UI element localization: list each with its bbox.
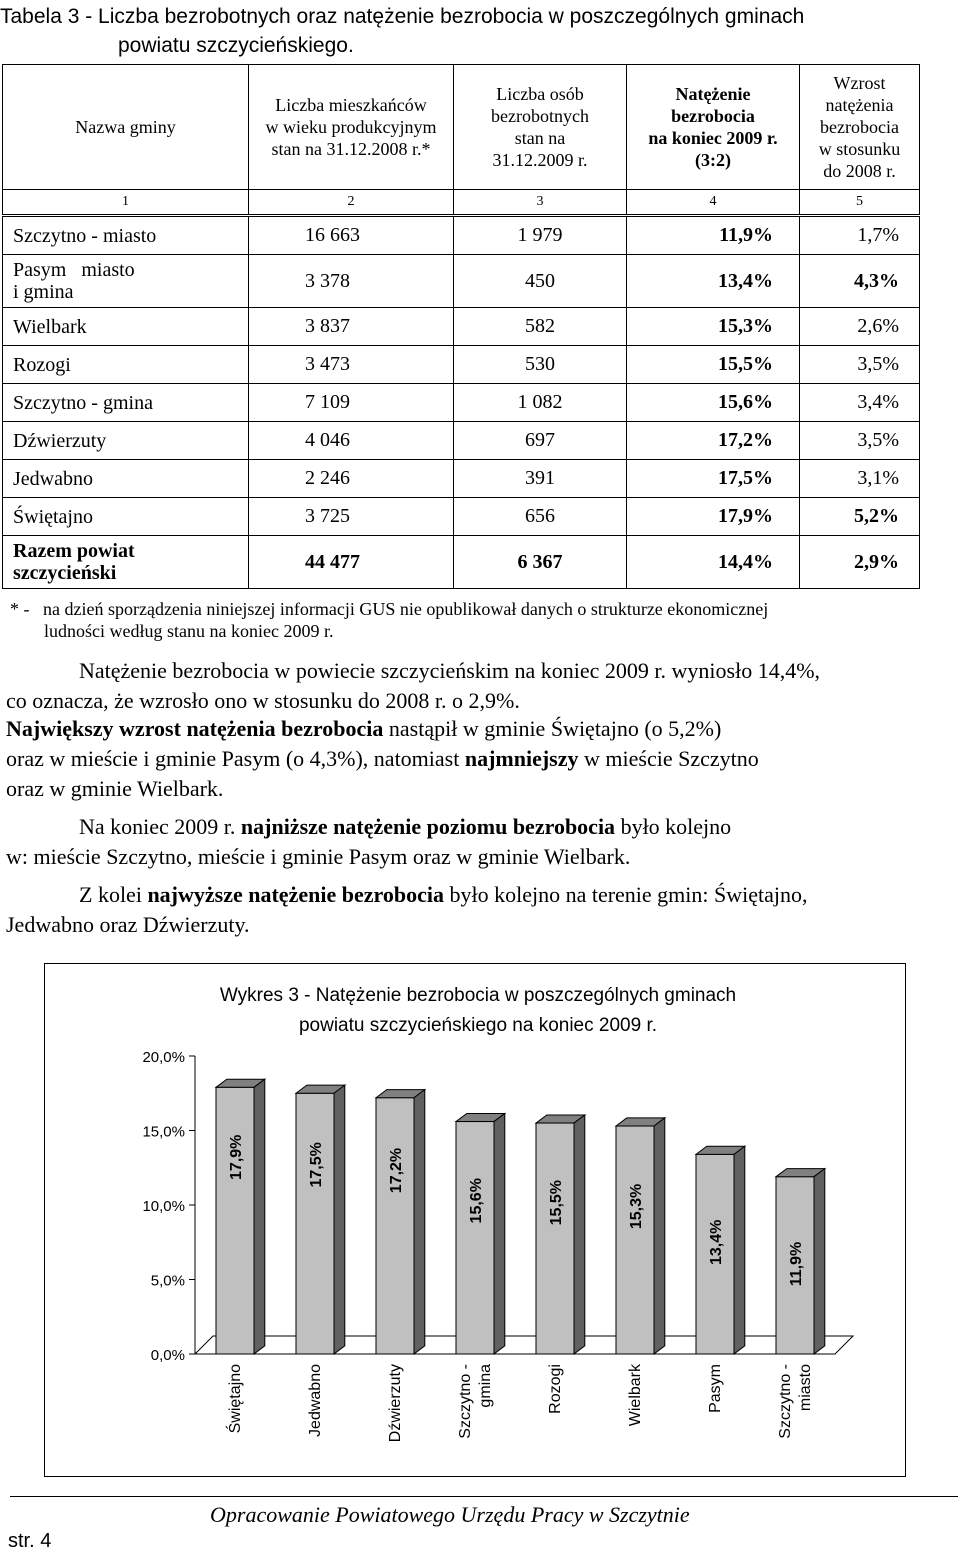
paragraph-4-text-1: Z kolei	[79, 882, 148, 907]
header-rate	[627, 65, 800, 190]
chart-data-label: 15,5%	[548, 1179, 565, 1226]
gmina-name-cell	[3, 460, 249, 498]
paragraph-3-line-2: w: mieście Szczytno, mieście i gminie Pasym oraz w gminie Wielbark.	[6, 844, 631, 869]
gmina-name-line: Świętajno	[13, 505, 93, 528]
chart-y-tick-label: 15,0%	[142, 1123, 185, 1141]
chart-bar-side	[334, 1085, 345, 1354]
paragraph-4	[6, 880, 936, 940]
chart-category-label: gmina	[477, 1364, 494, 1408]
growth-cell: 5,2%	[800, 498, 920, 536]
paragraph-2-bold-1: Największy wzrost natężenia bezrobocia	[6, 716, 384, 741]
population-cell: 16 663	[249, 216, 454, 255]
gmina-name-line: Wielbark	[13, 315, 87, 338]
unemployed-cell: 656	[454, 498, 627, 536]
header-population	[249, 65, 454, 190]
chart-category-label: Szczytno -	[457, 1364, 474, 1439]
chart-data-label: 11,9%	[788, 1241, 805, 1287]
growth-cell: 3,5%	[800, 422, 920, 460]
table-row	[3, 498, 920, 536]
header-line: w stosunku	[818, 139, 901, 159]
paragraph-3-text-2: było kolejno	[615, 814, 732, 839]
gmina-name-cell	[3, 422, 249, 460]
paragraph-2-text-2b: w mieście Szczytno	[578, 746, 759, 771]
gmina-name-cell	[3, 498, 249, 536]
header-growth	[800, 65, 920, 190]
gmina-name-line: Pasym miasto	[13, 259, 135, 281]
chart-bar	[616, 1126, 654, 1354]
paragraph-2-bold-2: najmniejszy	[464, 746, 579, 771]
chart-y-tick-label: 5,0%	[150, 1272, 185, 1290]
paragraph-1	[6, 656, 936, 716]
chart-bar-side	[574, 1115, 585, 1354]
growth-cell: 4,3%	[800, 255, 920, 308]
gmina-name-line: i gmina	[13, 281, 74, 303]
rate-cell: 15,3%	[627, 308, 800, 346]
footnote-line-2: ludności według stanu na koniec 2009 r.	[44, 621, 334, 641]
page-number: str. 4	[8, 1530, 52, 1552]
header-line: do 2008 r.	[823, 161, 896, 181]
gmina-name-cell	[3, 255, 249, 308]
rate-cell: 13,4%	[627, 255, 800, 308]
paragraph-4-line-2: Jedwabno oraz Dźwierzuty.	[6, 912, 250, 937]
chart-data-label: 15,6%	[468, 1178, 485, 1224]
paragraph-2-line-3: oraz w gminie Wielbark.	[6, 776, 224, 801]
growth-cell: 3,1%	[800, 460, 920, 498]
footnote-line-1: * - na dzień sporządzenia niniejszej informacji GUS nie opublikował danych o strukturze ekonomicznej	[10, 599, 769, 619]
rate-cell: 11,9%	[627, 216, 800, 255]
gmina-name-cell	[3, 216, 249, 255]
paragraph-1-line-1: Natężenie bezrobocia w powiecie szczycieńskim na koniec 2009 r. wyniosło 14,4%,	[79, 658, 821, 683]
growth-cell: 2,6%	[800, 308, 920, 346]
paragraph-2-line-2	[6, 744, 936, 774]
paragraph-3-line-1	[6, 812, 936, 842]
paragraph-2-line-1	[6, 714, 936, 744]
paragraph-4-bold-1: najwyższe natężenie bezrobocia	[147, 882, 444, 907]
chart-category-label: Rozogi	[547, 1364, 564, 1414]
header-line: natężenia	[825, 95, 894, 115]
chart-category-label: Wielbark	[627, 1364, 644, 1427]
paragraph-1-line-2: co oznacza, że wzrosło ono w stosunku do 2008 r. o 2,9%.	[6, 688, 520, 713]
gmina-name-line: Szczytno - miasto	[13, 224, 157, 247]
chart-category-label: Pasym	[707, 1364, 724, 1413]
table-row	[3, 346, 920, 384]
header-line: bezrobocia	[820, 117, 899, 137]
chart-y-tick-label: 10,0%	[142, 1198, 185, 1215]
header-gmina	[3, 65, 249, 190]
chart-y-tick-label: 0,0%	[150, 1347, 185, 1364]
chart-bar	[216, 1087, 254, 1354]
gmina-name-cell	[3, 536, 249, 589]
chart-y-tick-label: 20,0%	[142, 1049, 185, 1066]
column-number: 3	[454, 190, 627, 216]
rate-cell: 15,5%	[627, 346, 800, 384]
chart-bar-side	[654, 1118, 665, 1354]
unemployment-rate-chart	[45, 964, 905, 1476]
gmina-name-line: Szczytno - gmina	[13, 391, 153, 414]
chart-data-label: 15,3%	[628, 1183, 645, 1230]
paragraph-3	[6, 812, 936, 872]
unemployed-cell: 1 082	[454, 384, 627, 422]
population-cell: 3 378	[249, 255, 454, 308]
chart-bar-side	[734, 1146, 745, 1354]
chart-bar	[536, 1123, 574, 1354]
chart-bar-side	[254, 1079, 265, 1354]
unemployed-cell: 391	[454, 460, 627, 498]
growth-cell: 2,9%	[800, 536, 920, 589]
table-row	[3, 308, 920, 346]
footer-text: Opracowanie Powiatowego Urzędu Pracy w Szczytnie	[210, 1502, 690, 1527]
gmina-name-cell	[3, 384, 249, 422]
rate-cell: 15,6%	[627, 384, 800, 422]
paragraph-4-line-1	[6, 880, 936, 910]
chart-bar-side	[414, 1090, 425, 1354]
gmina-name-cell	[3, 346, 249, 384]
table-row	[3, 255, 920, 308]
chart-bar-side	[494, 1113, 505, 1354]
unemployed-cell: 6 367	[454, 536, 627, 589]
chart-frame	[44, 963, 906, 1477]
header-line: Nazwa gminy	[75, 117, 176, 137]
header-line: stan na	[514, 128, 566, 148]
header-line: stan na 31.12.2008 r.*	[271, 139, 431, 159]
chart-floor	[195, 1336, 853, 1354]
paragraph-3-bold-1: najniższe natężenie poziomu bezrobocia	[240, 814, 616, 839]
population-cell: 7 109	[249, 384, 454, 422]
paragraph-3-text-1: Na koniec 2009 r.	[79, 814, 241, 839]
unemployment-table	[2, 64, 920, 589]
chart-bar-side	[814, 1169, 825, 1354]
chart-category-label: Świętajno	[227, 1364, 244, 1434]
header-line: w wieku produkcyjnym	[265, 117, 437, 137]
unemployed-cell: 1 979	[454, 216, 627, 255]
population-cell: 3 837	[249, 308, 454, 346]
rate-cell: 17,2%	[627, 422, 800, 460]
population-cell: 3 725	[249, 498, 454, 536]
growth-cell: 3,5%	[800, 346, 920, 384]
header-line: bezrobocia	[671, 106, 755, 126]
population-cell: 3 473	[249, 346, 454, 384]
chart-bar	[296, 1093, 334, 1354]
growth-cell: 3,4%	[800, 384, 920, 422]
caption-line-1: Tabela 3 - Liczba bezrobotnych oraz natężenie bezrobocia w poszczególnych gminach	[0, 5, 805, 28]
chart-bar	[456, 1122, 494, 1354]
unemployed-cell: 697	[454, 422, 627, 460]
header-line: bezrobotnych	[491, 106, 589, 126]
rate-cell: 14,4%	[627, 536, 800, 589]
chart-data-label: 17,5%	[308, 1142, 325, 1188]
gmina-name-line: Razem powiat	[13, 540, 135, 562]
unemployed-cell: 530	[454, 346, 627, 384]
chart-category-label: Jedwabno	[307, 1364, 324, 1437]
gmina-name-cell	[3, 308, 249, 346]
table-row	[3, 460, 920, 498]
paragraph-2	[6, 714, 936, 804]
header-line: (3:2)	[695, 150, 731, 170]
table-header-row	[3, 65, 920, 190]
header-line: 31.12.2009 r.	[492, 150, 588, 170]
population-cell: 2 246	[249, 460, 454, 498]
chart-data-label: 17,2%	[388, 1147, 405, 1194]
unemployed-cell: 582	[454, 308, 627, 346]
unemployed-cell: 450	[454, 255, 627, 308]
population-cell: 4 046	[249, 422, 454, 460]
rate-cell: 17,5%	[627, 460, 800, 498]
chart-category-label: miasto	[797, 1364, 814, 1412]
column-number-row	[3, 190, 920, 216]
gmina-name-line: Dźwierzuty	[13, 429, 107, 452]
footnote	[10, 598, 930, 642]
table-row	[3, 384, 920, 422]
chart-title-line: Wykres 3 - Natężenie bezrobocia w poszczególnych gminach	[219, 985, 737, 1006]
table-row	[3, 536, 920, 589]
chart-bar	[376, 1098, 414, 1354]
paragraph-2-text-1: nastąpił w gminie Świętajno (o 5,2%)	[383, 716, 722, 741]
chart-category-label: Dźwierzuty	[387, 1364, 404, 1443]
chart-category-label: Szczytno -	[777, 1364, 794, 1439]
column-number: 4	[627, 190, 800, 216]
header-line: Liczba mieszkańców	[275, 95, 427, 115]
header-line: Liczba osób	[496, 84, 584, 104]
column-number: 2	[249, 190, 454, 216]
column-number: 1	[3, 190, 249, 216]
chart-data-label: 17,9%	[228, 1134, 245, 1180]
chart-data-label: 13,4%	[708, 1219, 725, 1266]
header-line: Natężenie	[675, 84, 751, 104]
column-number: 5	[800, 190, 920, 216]
header-line: na koniec 2009 r.	[648, 128, 778, 148]
gmina-name-line: Jedwabno	[13, 467, 93, 490]
table-caption	[0, 2, 960, 60]
rate-cell: 17,9%	[627, 498, 800, 536]
table-row	[3, 422, 920, 460]
gmina-name-line: Rozogi	[13, 353, 71, 376]
paragraph-2-text-2a: oraz w mieście i gminie Pasym (o 4,3%), natomiast	[6, 746, 465, 771]
header-unemployed	[454, 65, 627, 190]
gmina-name-line: szczycieński	[13, 562, 117, 584]
caption-line-2: powiatu szczycieńskiego.	[118, 34, 354, 57]
population-cell: 44 477	[249, 536, 454, 589]
header-line: Wzrost	[833, 73, 886, 93]
table-row	[3, 216, 920, 255]
chart-title-line: powiatu szczycieńskiego na koniec 2009 r.	[298, 1015, 658, 1036]
paragraph-4-text-2: było kolejno na terenie gmin: Świętajno,	[443, 882, 808, 907]
footer-divider	[10, 1496, 958, 1497]
growth-cell: 1,7%	[800, 216, 920, 255]
